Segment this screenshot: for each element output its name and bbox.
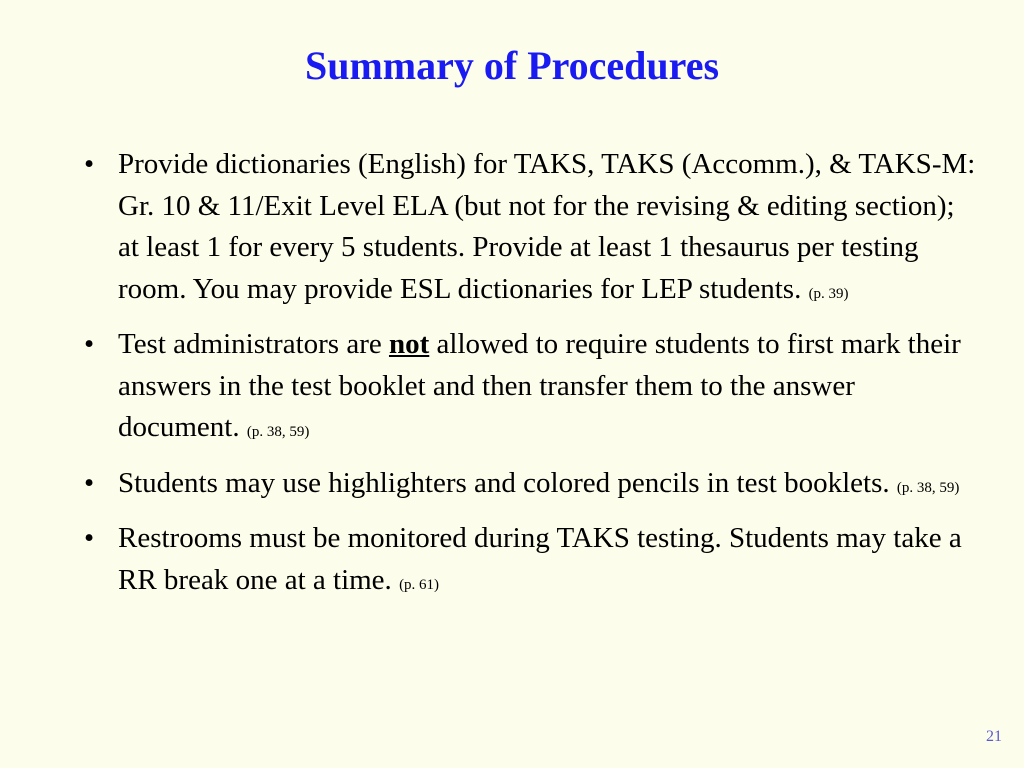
bullet-item-restrooms (78, 518, 978, 606)
page-reference: (p. 61) (399, 576, 440, 593)
bullet-icon: • (84, 466, 95, 499)
slide-title: Summary of Procedures (304, 43, 720, 88)
bullet-item-highlighters (78, 463, 978, 510)
bullet-text: Test administrators are (118, 328, 382, 360)
bullet-text: Students may use highlighters and colored pencils in test booklets. (118, 466, 890, 499)
bullet-text-continued: allowed to require students to first mark their answers in the test booklet and then transfer them to the answer document. (118, 328, 961, 443)
page-reference: (p. 38, 59) (896, 479, 960, 496)
page-number: 21 (986, 728, 1002, 745)
page-reference: (p. 38, 59) (246, 424, 310, 440)
bullet-icon: • (84, 522, 95, 554)
bullet-item-dictionaries (78, 144, 978, 315)
bullet-text: Restrooms must be monitored during TAKS testing. Students may take a RR break one at a time. (118, 522, 962, 596)
bullet-item-test-administrators (78, 324, 978, 454)
bullet-icon: • (84, 148, 95, 180)
emphasis-not: not (388, 328, 430, 360)
bullet-list (78, 144, 978, 615)
bullet-text: Provide dictionaries (English) for TAKS, TAKS (Accomm.), & TAKS-M: Gr. 10 & 11/Exit Level ELA (but not for the revising & editing section); at least 1 for every 5 students. Provide at least 1 thesaurus per testing room. You may provide ESL dictionaries for LEP students. (118, 148, 976, 305)
page-reference: (p. 39) (808, 285, 849, 302)
bullet-icon: • (84, 328, 95, 360)
